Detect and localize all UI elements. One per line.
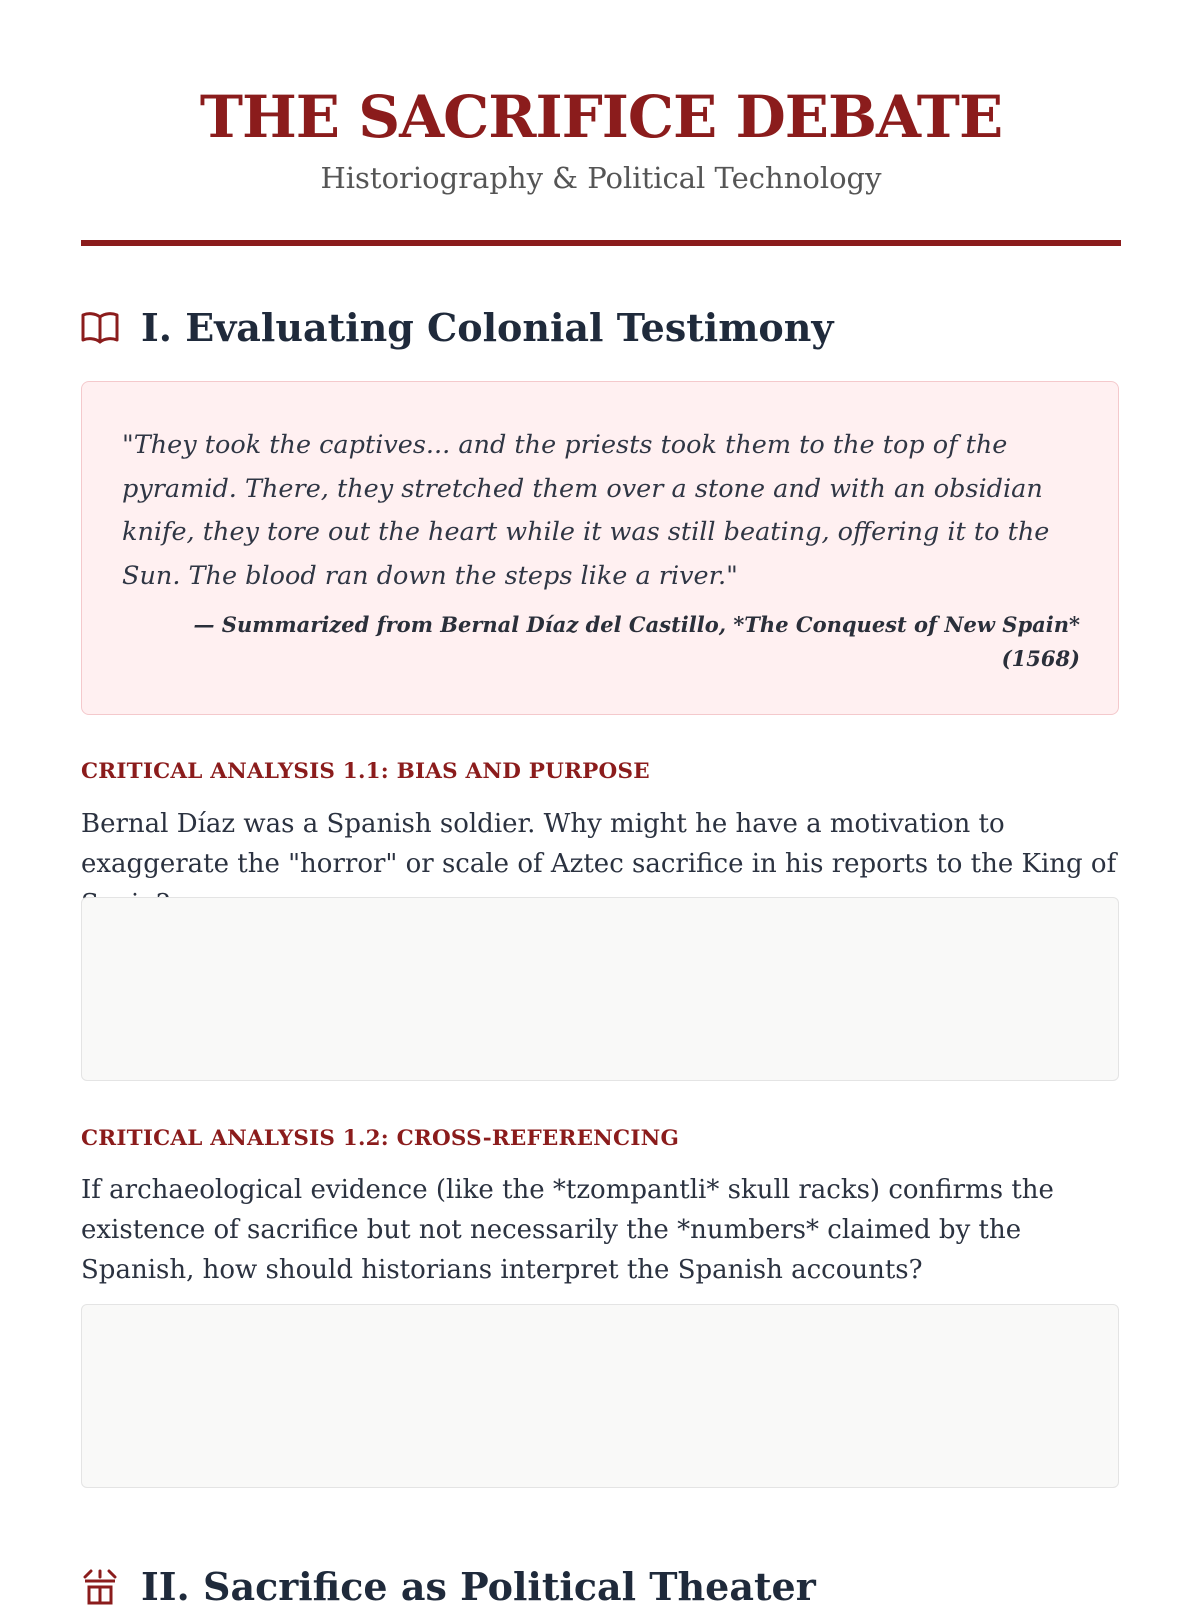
question-1-2-text: If archaeological evidence (like the *tzompantli* skull racks) confirms the existence of sacrifice but not necessarily the *numbers* claimed by the Spanish, how should historians interpret the Spanish accounts? <box>81 1175 1054 1285</box>
question-1-1-text: Bernal Díaz was a Spanish soldier. Why might he have a motivation to exaggerate the "horror" or scale of Aztec sacrifice in his reports to the King of <box>81 809 1117 879</box>
page-title: THE SACRIFICE DEBATE <box>199 83 1003 151</box>
answer-box-1-1[interactable] <box>81 897 1119 1081</box>
section-1-heading <box>81 305 833 350</box>
temple-icon <box>81 1569 119 1605</box>
section-1-title: I. Evaluating Colonial Testimony <box>141 305 834 350</box>
section-2-heading <box>81 1564 816 1609</box>
worksheet-page <box>81 0 1121 1609</box>
primary-source-quote <box>81 381 1119 715</box>
book-open-icon <box>81 310 119 346</box>
section-2-title: II. Sacrifice as Political Theater <box>141 1564 816 1609</box>
page-subtitle: Historiography & Political Technology <box>320 161 882 195</box>
quote-citation: — Summarized from Bernal Díaz del Castillo, *The Conquest of New Spain* (1568) <box>193 612 1080 671</box>
page-header <box>81 0 1121 196</box>
question-1-1-label: CRITICAL ANALYSIS 1.1: BIAS AND PURPOSE <box>81 759 650 784</box>
quote-text: "They took the captives... and the priests took them to the top of the pyramid. There, they stretched them over a stone and with an obsidian knife, they tore out the heart while it was still beating, offering it to the Sun. The blood ran down the steps like a river." <box>122 430 1050 591</box>
question-1-2-label: CRITICAL ANALYSIS 1.2: CROSS-REFERENCING <box>81 1126 680 1151</box>
answer-box-1-2[interactable] <box>81 1304 1119 1488</box>
header-divider <box>81 240 1121 246</box>
